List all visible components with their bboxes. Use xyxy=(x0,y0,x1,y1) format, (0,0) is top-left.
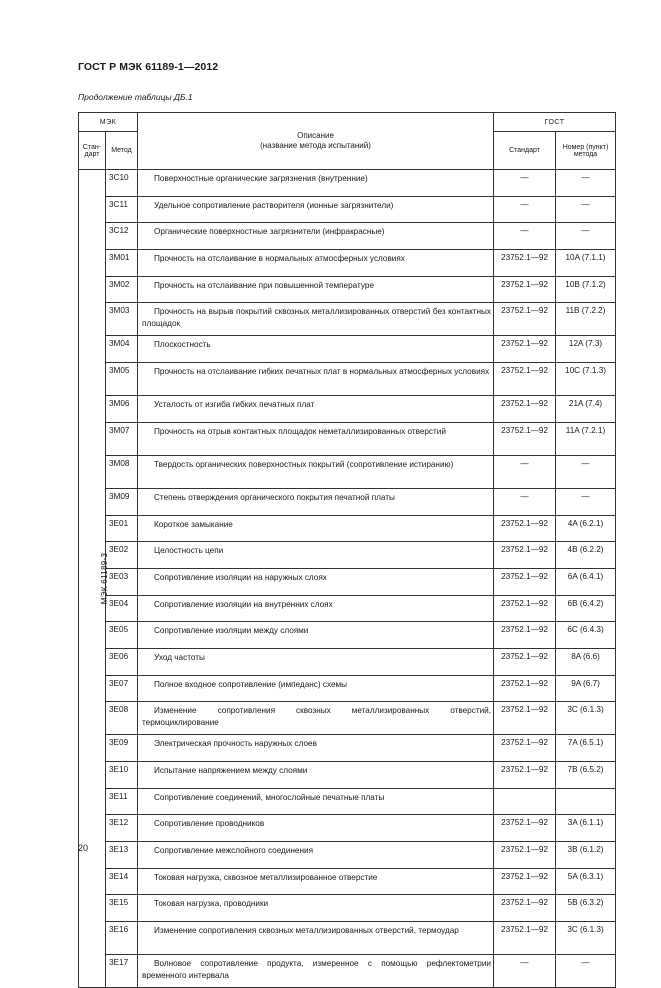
header-description xyxy=(138,113,494,170)
point-number-cell: 9A (6.7) xyxy=(556,675,616,702)
point-number-cell: 12A (7.3) xyxy=(556,336,616,363)
table-row xyxy=(79,396,616,423)
description-cell: Твердость органических поверхностных покрытий (сопротивление истиранию) xyxy=(138,455,494,488)
description-cell: Уход частоты xyxy=(138,648,494,675)
point-number-cell: 6C (6.4.3) xyxy=(556,622,616,649)
gost-standard-cell: 23752.1—92 xyxy=(494,922,556,955)
table-row xyxy=(79,515,616,542)
gost-standard-cell: 23752.1—92 xyxy=(494,542,556,569)
header-method: Метод xyxy=(106,132,138,170)
gost-standard-cell: — xyxy=(494,170,556,197)
gost-standard-cell: 23752.1—92 xyxy=(494,276,556,303)
point-number-cell: 6A (6.4.1) xyxy=(556,568,616,595)
description-cell: Прочность на отслаивание гибких печатных плат в нормальных атмосферных условиях xyxy=(138,363,494,396)
page-number: 20 xyxy=(78,843,89,853)
gost-standard-cell: — xyxy=(494,223,556,250)
table-continuation-caption: Продолжение таблицы ДБ.1 xyxy=(78,92,193,102)
gost-standard-cell: 23752.1—92 xyxy=(494,422,556,455)
description-cell: Испытание напряжением между слоями xyxy=(138,762,494,789)
description-cell: Плоскостность xyxy=(138,336,494,363)
point-number-cell: 10A (7.1.1) xyxy=(556,250,616,277)
method-cell: 3C12 xyxy=(106,223,138,250)
gost-standard-cell: 23752.1—92 xyxy=(494,250,556,277)
description-cell: Прочность на отрыв контактных площадок неметаллизированных отверстий xyxy=(138,422,494,455)
gost-standard-cell: — xyxy=(494,196,556,223)
description-cell: Изменение сопротивления сквозных металлизированных отверстий, термоудар xyxy=(138,922,494,955)
table-row xyxy=(79,196,616,223)
point-number-cell: — xyxy=(556,196,616,223)
description-cell: Короткое замыкание xyxy=(138,515,494,542)
gost-standard-cell: — xyxy=(494,455,556,488)
table-row xyxy=(79,336,616,363)
description-cell: Электрическая прочность наружных слоев xyxy=(138,735,494,762)
point-number-cell: 11A (7.2.1) xyxy=(556,422,616,455)
standard-label: МЭК 61189-3 xyxy=(100,552,110,605)
document-title: ГОСТ Р МЭК 61189-1—2012 xyxy=(78,61,219,73)
description-cell: Волновое сопротивление продукта, измеренное с помощью рефлектометрии временного интервала xyxy=(138,955,494,988)
point-number-cell: 8A (6.6) xyxy=(556,648,616,675)
method-cell: 3E05 xyxy=(106,622,138,649)
table-row xyxy=(79,648,616,675)
description-cell: Прочность на отслаивание в нормальных атмосферных условиях xyxy=(138,250,494,277)
point-number-cell: 7B (6.5.2) xyxy=(556,762,616,789)
header-description-title: Описание xyxy=(297,131,334,140)
gost-standard-cell: 23752.1—92 xyxy=(494,396,556,423)
table-row xyxy=(79,815,616,842)
method-cell: 3E12 xyxy=(106,815,138,842)
point-number-cell: — xyxy=(556,455,616,488)
method-cell: 3E09 xyxy=(106,735,138,762)
table-row xyxy=(79,568,616,595)
gost-standard-cell: 23752.1—92 xyxy=(494,735,556,762)
method-cell: 3E15 xyxy=(106,895,138,922)
point-number-cell: 3A (6.1.1) xyxy=(556,815,616,842)
table-row xyxy=(79,622,616,649)
method-cell: 3M02 xyxy=(106,276,138,303)
point-number-cell: 4B (6.2.2) xyxy=(556,542,616,569)
table-row xyxy=(79,170,616,197)
method-cell: 3E08 xyxy=(106,702,138,735)
point-number-cell: 10B (7.1.2) xyxy=(556,276,616,303)
description-cell: Сопротивление проводников xyxy=(138,815,494,842)
description-cell: Изменение сопротивления сквозных металлизированных отверстий, термоциклирование xyxy=(138,702,494,735)
table-row xyxy=(79,250,616,277)
gost-standard-cell: — xyxy=(494,488,556,515)
method-cell: 3E17 xyxy=(106,955,138,988)
table-row xyxy=(79,276,616,303)
table-row xyxy=(79,363,616,396)
header-group-mek: МЭК xyxy=(79,113,138,132)
table-row xyxy=(79,788,616,815)
table-row xyxy=(79,488,616,515)
header-standard-mek: Стан-дарт xyxy=(79,132,106,170)
point-number-cell: 5A (6.3.1) xyxy=(556,868,616,895)
method-cell: 3E01 xyxy=(106,515,138,542)
method-cell: 3E11 xyxy=(106,788,138,815)
description-cell: Поверхностные органические загрязнения (внутренние) xyxy=(138,170,494,197)
header-group-gost: ГОСТ xyxy=(494,113,616,132)
method-cell: 3E03 xyxy=(106,568,138,595)
point-number-cell: — xyxy=(556,223,616,250)
method-cell: 3E07 xyxy=(106,675,138,702)
description-cell: Органические поверхностные загрязнители (инфракрасные) xyxy=(138,223,494,250)
description-cell: Токовая нагрузка, проводники xyxy=(138,895,494,922)
table-row xyxy=(79,542,616,569)
description-cell: Целостность цепи xyxy=(138,542,494,569)
gost-standard-cell: — xyxy=(494,955,556,988)
gost-standard-cell: 23752.1—92 xyxy=(494,675,556,702)
table-row xyxy=(79,455,616,488)
description-cell: Сопротивление изоляции на наружных слоях xyxy=(138,568,494,595)
method-cell: 3E02 xyxy=(106,542,138,569)
description-cell: Усталость от изгиба гибких печатных плат xyxy=(138,396,494,423)
point-number-cell: 3C (6.1.3) xyxy=(556,922,616,955)
gost-standard-cell: 23752.1—92 xyxy=(494,702,556,735)
table-row xyxy=(79,955,616,988)
standards-table xyxy=(78,112,616,988)
method-cell: 3E06 xyxy=(106,648,138,675)
gost-standard-cell xyxy=(494,788,556,815)
method-cell: 3E14 xyxy=(106,868,138,895)
gost-standard-cell: 23752.1—92 xyxy=(494,515,556,542)
gost-standard-cell: 23752.1—92 xyxy=(494,648,556,675)
method-cell: 3M05 xyxy=(106,363,138,396)
method-cell: 3M04 xyxy=(106,336,138,363)
table-row xyxy=(79,675,616,702)
description-cell: Удельное сопротивление растворителя (ионные загрязнители) xyxy=(138,196,494,223)
description-cell: Токовая нагрузка, сквозное металлизированное отверстие xyxy=(138,868,494,895)
header-standard-gost: Стандарт xyxy=(494,132,556,170)
method-cell: 3E10 xyxy=(106,762,138,789)
table-row xyxy=(79,595,616,622)
description-cell: Сопротивление соединений, многослойные печатные платы xyxy=(138,788,494,815)
gost-standard-cell: 23752.1—92 xyxy=(494,815,556,842)
point-number-cell: 4A (6.2.1) xyxy=(556,515,616,542)
standard-label-cell xyxy=(79,170,110,988)
table-row xyxy=(79,868,616,895)
point-number-cell: 10C (7.1.3) xyxy=(556,363,616,396)
gost-standard-cell: 23752.1—92 xyxy=(494,595,556,622)
method-cell: 3C11 xyxy=(106,196,138,223)
table-row xyxy=(79,422,616,455)
table-row xyxy=(79,842,616,869)
gost-standard-cell: 23752.1—92 xyxy=(494,363,556,396)
point-number-cell: 7A (6.5.1) xyxy=(556,735,616,762)
gost-standard-cell: 23752.1—92 xyxy=(494,868,556,895)
method-cell: 3E13 xyxy=(106,842,138,869)
description-cell: Прочность на отслаивание при повышенной температуре xyxy=(138,276,494,303)
method-cell: 3M09 xyxy=(106,488,138,515)
gost-standard-cell: 23752.1—92 xyxy=(494,762,556,789)
gost-standard-cell: 23752.1—92 xyxy=(494,895,556,922)
point-number-cell: — xyxy=(556,170,616,197)
gost-standard-cell: 23752.1—92 xyxy=(494,336,556,363)
method-cell: 3C10 xyxy=(106,170,138,197)
method-cell: 3E04 xyxy=(106,595,138,622)
point-number-cell: 6B (6.4.2) xyxy=(556,595,616,622)
point-number-cell: 11B (7.2.2) xyxy=(556,303,616,336)
description-cell: Сопротивление изоляции между слоями xyxy=(138,622,494,649)
description-cell: Полное входное сопротивление (импеданс) схемы xyxy=(138,675,494,702)
method-cell: 3E16 xyxy=(106,922,138,955)
description-cell: Прочность на вырыв покрытий сквозных металлизированных отверстий без контактных площадок xyxy=(138,303,494,336)
header-point-number: Номер (пункт) метода xyxy=(556,132,616,170)
point-number-cell: — xyxy=(556,488,616,515)
method-cell: 3M03 xyxy=(106,303,138,336)
table-row xyxy=(79,922,616,955)
table-row xyxy=(79,735,616,762)
table-row xyxy=(79,762,616,789)
gost-standard-cell: 23752.1—92 xyxy=(494,303,556,336)
header-description-subtitle: (название метода испытаний) xyxy=(260,141,371,150)
point-number-cell: 3B (6.1.2) xyxy=(556,842,616,869)
point-number-cell xyxy=(556,788,616,815)
gost-standard-cell: 23752.1—92 xyxy=(494,842,556,869)
description-cell: Степень отверждения органического покрытия печатной платы xyxy=(138,488,494,515)
description-cell: Сопротивление межслойного соединения xyxy=(138,842,494,869)
point-number-cell: 21A (7.4) xyxy=(556,396,616,423)
method-cell: 3M07 xyxy=(106,422,138,455)
point-number-cell: 5B (6.3.2) xyxy=(556,895,616,922)
point-number-cell: — xyxy=(556,955,616,988)
table-row xyxy=(79,895,616,922)
table-row xyxy=(79,702,616,735)
method-cell: 3M08 xyxy=(106,455,138,488)
method-cell: 3M01 xyxy=(106,250,138,277)
description-cell: Сопротивление изоляции на внутренних слоях xyxy=(138,595,494,622)
gost-standard-cell: 23752.1—92 xyxy=(494,622,556,649)
gost-standard-cell: 23752.1—92 xyxy=(494,568,556,595)
method-cell: 3M06 xyxy=(106,396,138,423)
table-row xyxy=(79,223,616,250)
point-number-cell: 3C (6.1.3) xyxy=(556,702,616,735)
table-row xyxy=(79,303,616,336)
